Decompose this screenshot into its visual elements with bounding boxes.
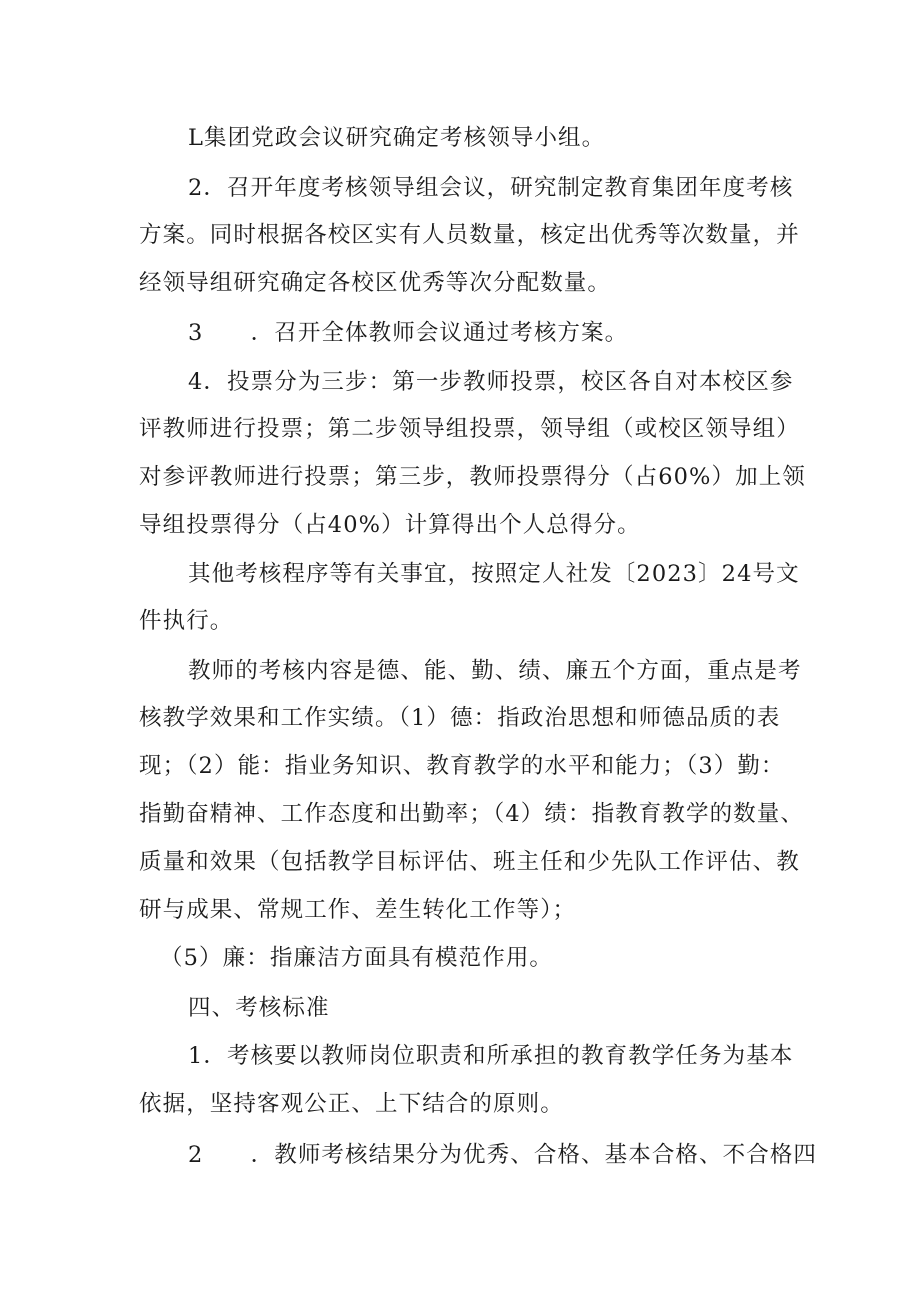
paragraph-line: 现；（2）能：指业务知识、教育教学的水平和能力；（3）勤： <box>139 753 785 779</box>
paragraph-line: 2．召开年度考核领导组会议，研究制定教育集团年度考核 <box>188 175 794 201</box>
paragraph-line: 导组投票得分（占40%）计算得出个人总得分。 <box>139 512 641 538</box>
paragraph-line: 3 ．召开全体教师会议通过考核方案。 <box>188 320 629 346</box>
paragraph-line: 对参评教师进行投票；第三步，教师投票得分（占60%）加上领 <box>139 464 806 490</box>
paragraph-line: 教师的考核内容是德、能、勤、绩、廉五个方面，重点是考 <box>188 658 802 684</box>
paragraph-line: 其他考核程序等有关事宜，按照定人社发〔2023〕24号文 <box>188 561 800 587</box>
paragraph-line: 方案。同时根据各校区实有人员数量，核定出优秀等次数量，并 <box>139 222 800 248</box>
paragraph-line: 4．投票分为三步：第一步教师投票，校区各自对本校区参 <box>188 369 794 395</box>
paragraph-line: 指勤奋精神、工作态度和出勤率；（4）绩：指教育教学的数量、 <box>139 801 804 827</box>
paragraph-line: （5）廉：指廉洁方面具有模范作用。 <box>160 945 554 971</box>
paragraph-line: 质量和效果（包括教学目标评估、班主任和少先队工作评估、教 <box>139 849 800 875</box>
paragraph-line: 研与成果、常规工作、差生转化工作等）； <box>139 897 577 923</box>
paragraph-line: 评教师进行投票；第二步领导组投票，领导组（或校区领导组） <box>139 416 800 442</box>
paragraph-line: 件执行。 <box>139 608 234 634</box>
paragraph-line: 依据，坚持客观公正、上下结合的原则。 <box>139 1091 564 1117</box>
paragraph-line: 经领导组研究确定各校区优秀等次分配数量。 <box>139 270 612 296</box>
paragraph-line: 2 ．教师考核结果分为优秀、合格、基本合格、不合格四 <box>188 1142 818 1168</box>
paragraph-line: 核教学效果和工作实绩。（1）德：指政治思想和师德品质的表 <box>139 705 781 731</box>
paragraph-line: L集团党政会议研究确定考核领导小组。 <box>188 125 606 151</box>
section-heading: 四、考核标准 <box>188 995 330 1021</box>
paragraph-line: 1．考核要以教师岗位职责和所承担的教育教学任务为基本 <box>188 1043 794 1069</box>
